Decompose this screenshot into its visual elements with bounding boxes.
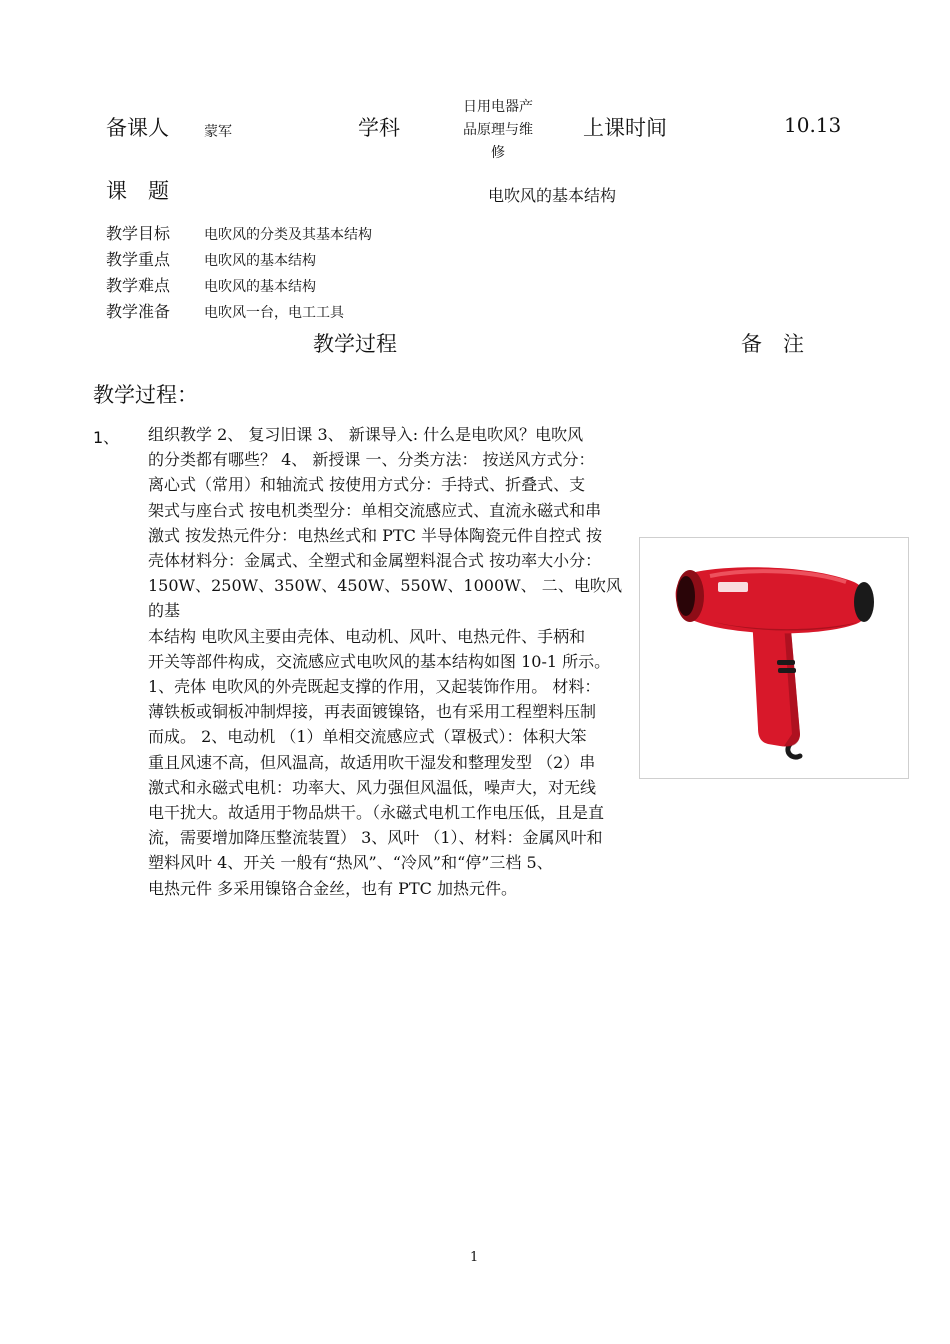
body-line: 薄铁板或铜板冲制焊接，再表面镀镍铬，也有采用工程塑料压制 xyxy=(148,702,597,722)
body-line: 架式与座台式 按电机类型分：单相交流感应式、直流永磁式和串 xyxy=(148,500,602,520)
body-line: 激式 按发热元件分：电热丝式和 PTC 半导体陶瓷元件自控式 按 xyxy=(148,525,603,545)
process-column-header: 教学过程 xyxy=(313,332,397,356)
plan-label-difficulty: 教学难点 xyxy=(106,276,171,295)
switch-band xyxy=(778,668,796,673)
subject-line: 品原理与维 xyxy=(463,122,533,138)
page-number: 1 xyxy=(470,1250,479,1265)
body-line: 1、壳体 电吹风的外壳既起支撑的作用，又起装饰作用。 材料： xyxy=(148,677,601,697)
body-line: 塑料风叶 4、开关 一般有“热风”、“冷风”和“停”三档 5、 xyxy=(148,853,553,873)
body-line: 而成。 2、电动机 （1）单相交流感应式（罩极式）：体积大笨 xyxy=(148,727,587,747)
plan-label-goal: 教学目标 xyxy=(106,224,171,243)
dryer-barrel xyxy=(676,567,870,633)
notes-column-header: 备 注 xyxy=(741,332,804,356)
plan-value-goal: 电吹风的分类及其基本结构 xyxy=(204,227,372,243)
rear-filter xyxy=(854,582,874,622)
subject-line: 修 xyxy=(491,145,505,161)
section-title: 教学过程： xyxy=(93,383,198,407)
body-line: 开关等部件构成，交流感应式电吹风的基本结构如图 10-1 所示。 xyxy=(148,651,611,671)
body-line: 的分类都有哪些？ 4、 新授课 一、分类方法： 按送风方式分： xyxy=(148,450,595,470)
item-number: 1、 xyxy=(93,428,120,447)
topic-value: 电吹风的基本结构 xyxy=(488,186,617,205)
lesson-body xyxy=(148,422,622,901)
body-line: 本结构 电吹风主要由壳体、电动机、风叶、电热元件、手柄和 xyxy=(148,626,586,646)
hair-dryer-photo xyxy=(639,537,909,779)
body-line: 150W、250W、350W、450W、550W、1000W、 二、电吹风的基 xyxy=(148,576,622,621)
plan-label-preparation: 教学准备 xyxy=(106,302,171,321)
time-label: 上课时间 xyxy=(583,116,667,140)
plan-value-focus: 电吹风的基本结构 xyxy=(204,253,316,269)
body-line: 离心式（常用）和轴流式 按使用方式分：手持式、折叠式、支 xyxy=(148,475,586,495)
switch-band xyxy=(777,660,795,665)
body-line: 壳体材料分：金属式、全塑式和金属塑料混合式 按功率大小分： xyxy=(148,551,602,571)
plan-value-difficulty: 电吹风的基本结构 xyxy=(204,279,316,295)
body-line: 重且风速不高，但风温高，故适用吹干湿发和整理发型 （2）串 xyxy=(148,752,596,772)
body-line: 电热元件 多采用镍铬合金丝，也有 PTC 加热元件。 xyxy=(148,878,517,898)
hair-dryer-illustration xyxy=(640,538,908,778)
body-line: 流，需要增加降压整流装置） 3、风叶 （1）、材料：金属风叶和 xyxy=(148,828,603,848)
topic-label: 课 题 xyxy=(106,179,169,203)
body-line: 电干扰大。故适用于物品烘干。（永磁式电机工作电压低，且是直 xyxy=(148,803,605,823)
teacher-label: 备课人 xyxy=(106,116,169,140)
nozzle-opening xyxy=(677,576,695,616)
plan-value-preparation: 电吹风一台，电工工具 xyxy=(204,305,344,321)
body-line: 激式和永磁式电机：功率大、风力强但风温低，噪声大，对无线 xyxy=(148,777,597,797)
brand-logo xyxy=(718,582,748,592)
time-value: 10.13 xyxy=(784,113,842,137)
teacher-name: 蒙军 xyxy=(204,124,232,140)
subject-line: 日用电器产 xyxy=(463,99,533,115)
body-line: 组织教学 2、 复习旧课 3、 新课导入: 什么是电吹风？电吹风 xyxy=(148,425,584,444)
plan-label-focus: 教学重点 xyxy=(106,250,171,269)
subject-label: 学科 xyxy=(358,116,400,140)
subject-value xyxy=(455,96,541,165)
